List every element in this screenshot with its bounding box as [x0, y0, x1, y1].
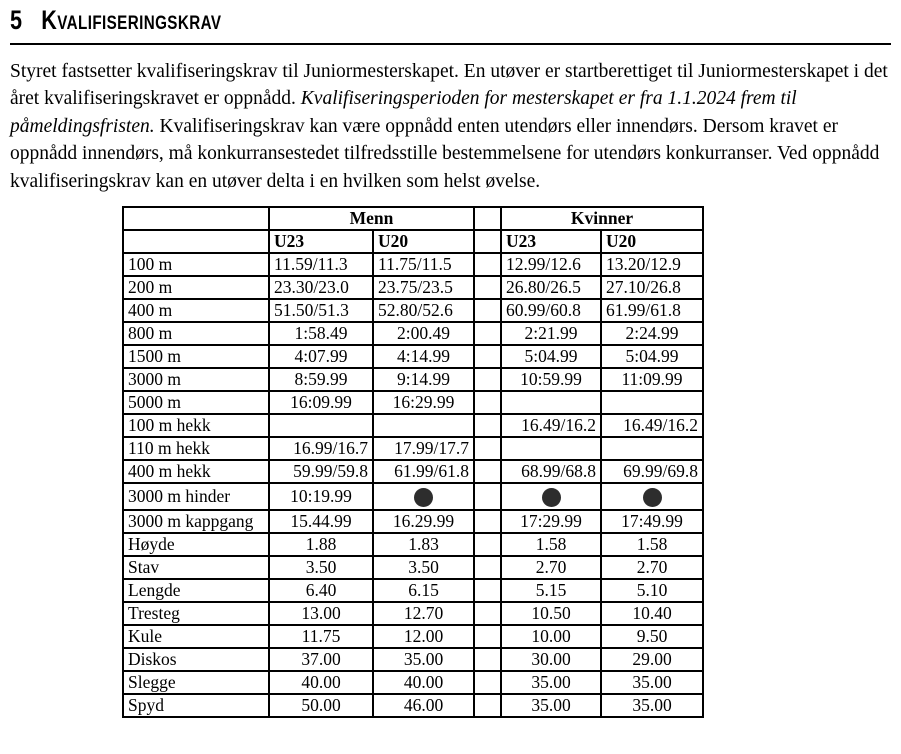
- value-cell: 68.99/68.8: [501, 460, 601, 483]
- spacer-cell: [474, 368, 501, 391]
- value-cell: 10:19.99: [269, 483, 373, 510]
- spacer-cell: [474, 602, 501, 625]
- filled-circle-icon: [542, 488, 561, 507]
- value-cell: 6.40: [269, 579, 373, 602]
- value-cell: 1:58.49: [269, 322, 373, 345]
- value-cell: 1.88: [269, 533, 373, 556]
- event-cell: 110 m hekk: [123, 437, 269, 460]
- value-cell: 2:00.49: [373, 322, 474, 345]
- value-cell: 17:29.99: [501, 510, 601, 533]
- value-cell: 35.00: [501, 694, 601, 717]
- filled-circle-icon: [643, 488, 662, 507]
- table-row: [123, 391, 703, 414]
- table-row: [123, 671, 703, 694]
- spacer-cell: [474, 299, 501, 322]
- table-row: [123, 483, 703, 510]
- value-cell: 13.20/12.9: [601, 253, 703, 276]
- corner-cell: [123, 207, 269, 230]
- value-cell: 11:09.99: [601, 368, 703, 391]
- spacer-cell: [474, 276, 501, 299]
- table-row: [123, 694, 703, 717]
- value-cell: 13.00: [269, 602, 373, 625]
- value-cell: [601, 391, 703, 414]
- event-cell: Kule: [123, 625, 269, 648]
- spacer-cell: [474, 207, 501, 230]
- value-cell: 5.10: [601, 579, 703, 602]
- table-row: [123, 533, 703, 556]
- value-cell: 10.50: [501, 602, 601, 625]
- spacer-cell: [474, 414, 501, 437]
- value-cell: 16.49/16.2: [501, 414, 601, 437]
- value-cell: 11.59/11.3: [269, 253, 373, 276]
- value-cell: 12.00: [373, 625, 474, 648]
- spacer-cell: [474, 510, 501, 533]
- value-cell: 12.70: [373, 602, 474, 625]
- value-cell: 23.75/23.5: [373, 276, 474, 299]
- requirements-table-body: [123, 253, 703, 717]
- spacer-cell: [474, 345, 501, 368]
- event-cell: 5000 m: [123, 391, 269, 414]
- value-cell: 16:09.99: [269, 391, 373, 414]
- table-row: [123, 253, 703, 276]
- event-cell: Stav: [123, 556, 269, 579]
- value-cell: 16.99/16.7: [269, 437, 373, 460]
- value-cell: 15.44.99: [269, 510, 373, 533]
- value-cell: 27.10/26.8: [601, 276, 703, 299]
- table-row: [123, 322, 703, 345]
- value-cell: [373, 414, 474, 437]
- value-cell: 35.00: [601, 671, 703, 694]
- group-header-kvinner: Kvinner: [501, 207, 703, 230]
- value-cell: 2.70: [501, 556, 601, 579]
- value-cell: 35.00: [373, 648, 474, 671]
- event-cell: 800 m: [123, 322, 269, 345]
- value-cell: 17.99/17.7: [373, 437, 474, 460]
- table-header-row-classes: [123, 230, 703, 253]
- event-cell: 3000 m: [123, 368, 269, 391]
- spacer-cell: [474, 391, 501, 414]
- value-cell: 17:49.99: [601, 510, 703, 533]
- value-cell: 51.50/51.3: [269, 299, 373, 322]
- value-cell: [373, 483, 474, 510]
- event-cell: Diskos: [123, 648, 269, 671]
- value-cell: 10:59.99: [501, 368, 601, 391]
- event-cell: Lengde: [123, 579, 269, 602]
- table-row: [123, 276, 703, 299]
- corner-cell: [123, 230, 269, 253]
- value-cell: 23.30/23.0: [269, 276, 373, 299]
- value-cell: 35.00: [501, 671, 601, 694]
- intro-text-part1: Styret fastsetter kvalifiseringskrav til Juniormesterskapet. En utøver er startberettiget til Juniormesterskapet i det året kvalifiseringskravet er oppnådd.: [10, 60, 888, 110]
- value-cell: 16.29.99: [373, 510, 474, 533]
- table-row: [123, 299, 703, 322]
- event-cell: 3000 m kappgang: [123, 510, 269, 533]
- value-cell: [501, 483, 601, 510]
- table-row: [123, 648, 703, 671]
- value-cell: 10.00: [501, 625, 601, 648]
- qualification-table: [122, 206, 704, 718]
- value-cell: 50.00: [269, 694, 373, 717]
- value-cell: 6.15: [373, 579, 474, 602]
- value-cell: 61.99/61.8: [373, 460, 474, 483]
- value-cell: 59.99/59.8: [269, 460, 373, 483]
- spacer-cell: [474, 671, 501, 694]
- value-cell: 26.80/26.5: [501, 276, 601, 299]
- spacer-cell: [474, 694, 501, 717]
- value-cell: 61.99/61.8: [601, 299, 703, 322]
- group-header-menn: Menn: [269, 207, 474, 230]
- table-row: [123, 437, 703, 460]
- event-cell: Spyd: [123, 694, 269, 717]
- value-cell: 1.58: [501, 533, 601, 556]
- value-cell: 3.50: [269, 556, 373, 579]
- col-header-kvinner-u23: U23: [501, 230, 601, 253]
- value-cell: 46.00: [373, 694, 474, 717]
- value-cell: 52.80/52.6: [373, 299, 474, 322]
- value-cell: 1.58: [601, 533, 703, 556]
- event-cell: 400 m: [123, 299, 269, 322]
- spacer-cell: [474, 253, 501, 276]
- spacer-cell: [474, 230, 501, 253]
- spacer-cell: [474, 625, 501, 648]
- value-cell: [601, 483, 703, 510]
- table-row: [123, 556, 703, 579]
- table-row: [123, 414, 703, 437]
- value-cell: 4:07.99: [269, 345, 373, 368]
- event-cell: 100 m hekk: [123, 414, 269, 437]
- value-cell: 69.99/69.8: [601, 460, 703, 483]
- value-cell: 8:59.99: [269, 368, 373, 391]
- page-title: [10, 4, 715, 38]
- value-cell: 9:14.99: [373, 368, 474, 391]
- section-number: 5: [10, 5, 23, 35]
- spacer-cell: [474, 648, 501, 671]
- table-row: [123, 625, 703, 648]
- value-cell: 12.99/12.6: [501, 253, 601, 276]
- event-cell: 400 m hekk: [123, 460, 269, 483]
- value-cell: 5:04.99: [601, 345, 703, 368]
- intro-paragraph: [10, 58, 891, 196]
- value-cell: 5.15: [501, 579, 601, 602]
- intro-text-italic: Kvalifiseringsperioden for mesterskapet er fra 1.1.2024 frem til påmeldingsfristen.: [10, 88, 797, 137]
- event-cell: 200 m: [123, 276, 269, 299]
- spacer-cell: [474, 533, 501, 556]
- value-cell: 5:04.99: [501, 345, 601, 368]
- table-row: [123, 368, 703, 391]
- spacer-cell: [474, 437, 501, 460]
- value-cell: 60.99/60.8: [501, 299, 601, 322]
- intro-text-part2: Kvalifiseringskrav kan være oppnådd enten utendørs eller innendørs. Dersom kravet er oppnådd innendørs, må konkurransestedet tilfredsstille bestemmelsene for utendørs konkurranser. Ved oppnådd kvalifiseringskrav kan en utøver delta i en hvilken som helst øvelse.: [10, 115, 880, 192]
- event-cell: 3000 m hinder: [123, 483, 269, 510]
- value-cell: 16:29.99: [373, 391, 474, 414]
- value-cell: [501, 391, 601, 414]
- value-cell: 40.00: [373, 671, 474, 694]
- col-header-menn-u23: U23: [269, 230, 373, 253]
- value-cell: 30.00: [501, 648, 601, 671]
- table-row: [123, 579, 703, 602]
- col-header-kvinner-u20: U20: [601, 230, 703, 253]
- table-header-row-groups: [123, 207, 703, 230]
- value-cell: 2.70: [601, 556, 703, 579]
- value-cell: 2:21.99: [501, 322, 601, 345]
- filled-circle-icon: [414, 488, 433, 507]
- value-cell: 16.49/16.2: [601, 414, 703, 437]
- value-cell: 37.00: [269, 648, 373, 671]
- event-cell: Tresteg: [123, 602, 269, 625]
- table-row: [123, 460, 703, 483]
- value-cell: 40.00: [269, 671, 373, 694]
- value-cell: 3.50: [373, 556, 474, 579]
- value-cell: [601, 437, 703, 460]
- section-title: Kvalifiseringskrav: [41, 5, 222, 35]
- spacer-cell: [474, 322, 501, 345]
- table-row: [123, 510, 703, 533]
- heading-divider: [10, 43, 891, 45]
- value-cell: 35.00: [601, 694, 703, 717]
- value-cell: 9.50: [601, 625, 703, 648]
- table-row: [123, 345, 703, 368]
- value-cell: 1.83: [373, 533, 474, 556]
- value-cell: 10.40: [601, 602, 703, 625]
- col-header-menn-u20: U20: [373, 230, 474, 253]
- spacer-cell: [474, 460, 501, 483]
- value-cell: 11.75: [269, 625, 373, 648]
- table-row: [123, 602, 703, 625]
- event-cell: 1500 m: [123, 345, 269, 368]
- value-cell: 11.75/11.5: [373, 253, 474, 276]
- event-cell: 100 m: [123, 253, 269, 276]
- spacer-cell: [474, 579, 501, 602]
- event-cell: Slegge: [123, 671, 269, 694]
- value-cell: [501, 437, 601, 460]
- value-cell: [269, 414, 373, 437]
- value-cell: 4:14.99: [373, 345, 474, 368]
- value-cell: 2:24.99: [601, 322, 703, 345]
- spacer-cell: [474, 483, 501, 510]
- value-cell: 29.00: [601, 648, 703, 671]
- event-cell: Høyde: [123, 533, 269, 556]
- spacer-cell: [474, 556, 501, 579]
